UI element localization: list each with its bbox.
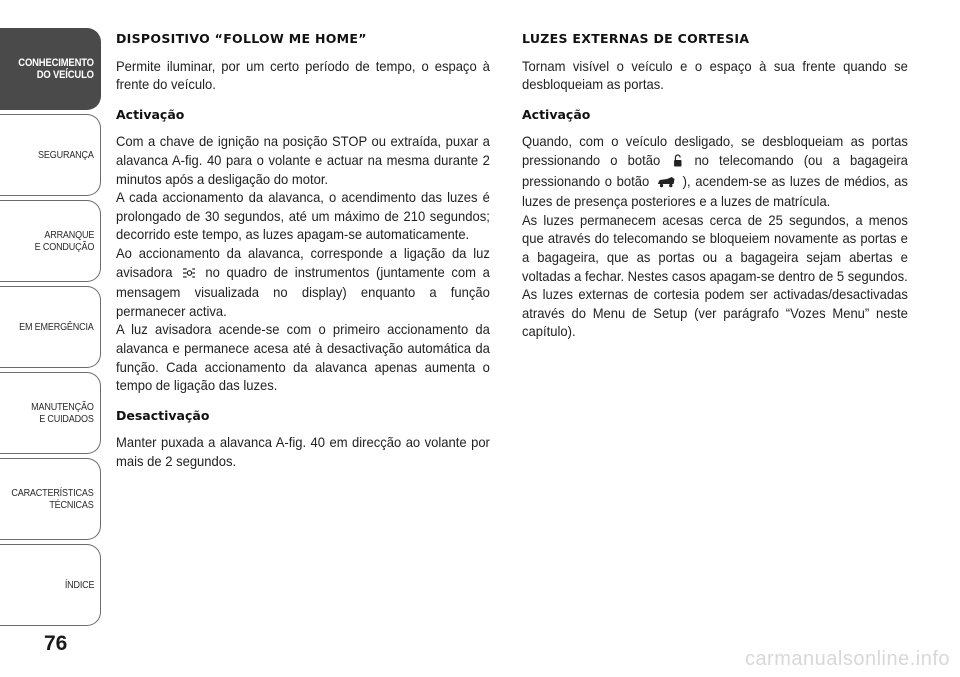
- paragraph: Tornam visível o veículo e o espaço à sua frente quando se desbloqueiam as portas.: [522, 57, 908, 93]
- paragraph: A cada accionamento da alavanca, o acendimento das luzes é prolongado de 30 segundos, até um máximo de 210 segundos; decorrido este tempo, as luzes apagam-se automaticamente.: [116, 189, 490, 243]
- watermark: carmanualsonline.info: [744, 648, 950, 670]
- left-column: [116, 30, 490, 470]
- padlock-unlock-icon: [673, 153, 681, 172]
- tab-seguranca[interactable]: [0, 114, 101, 196]
- paragraph: A luz avisadora acende-se com o primeiro accionamento da alavanca e permanece acesa até à desactivação automática da função. Cada accionamento da alavanca apenas aumenta o tempo de ligação das luzes.: [116, 321, 490, 394]
- tab-label: ARRANQUE E CONDUÇÃO: [34, 229, 94, 253]
- paragraph: Permite iluminar, por um certo período de tempo, o espaço à frente do veículo.: [116, 57, 490, 93]
- text-fragment: no quadro de instrumentos (juntamente com a mensagem visualizada no display) enquanto a função permanecer activa.: [116, 263, 490, 319]
- paragraph: Com a chave de ignição na posição STOP ou extraída, puxar a alavanca A-fig. 40 para o volante e actuar na mesma durante 2 minutos após a desligação do motor.: [116, 133, 490, 187]
- tab-em-emergencia[interactable]: [0, 286, 101, 368]
- subheading-deactivation: Desactivação: [116, 407, 210, 423]
- tab-arranque-e-conducao[interactable]: [0, 200, 101, 282]
- tab-label: SEGURANÇA: [38, 149, 94, 161]
- paragraph-with-icon: [116, 244, 490, 320]
- tab-label: ÍNDICE: [64, 579, 94, 591]
- tab-label: EM EMERGÊNCIA: [19, 321, 94, 333]
- tab-indice[interactable]: [0, 544, 101, 626]
- tab-label: CARACTERÍSTICAS TÉCNICAS: [11, 487, 94, 511]
- tab-caracteristicas-tecnicas[interactable]: [0, 458, 101, 540]
- text-fragment: Ao accionamento da alavanca, corresponde a ligação da luz avisadora: [116, 244, 490, 280]
- tab-label: CONHECIMENTO DO VEÍCULO: [18, 57, 94, 81]
- paragraph-with-icons: [522, 132, 908, 210]
- section-title-courtesy-lights: LUZES EXTERNAS DE CORTESIA: [522, 31, 750, 46]
- tab-conhecimento-do-veiculo[interactable]: [0, 28, 101, 110]
- page-number: 76: [44, 632, 68, 655]
- car-trunk-icon: [657, 174, 676, 193]
- section-title-follow-me-home: DISPOSITIVO “FOLLOW ME HOME”: [116, 31, 367, 46]
- subheading-activation: Activação: [116, 106, 185, 122]
- text-fragment: ), acendem-se as luzes de médios, as luzes de presença posteriores e a luzes de matrícula.: [522, 172, 908, 210]
- subheading-activation: Activação: [522, 106, 591, 122]
- paragraph: As luzes permanecem acesas cerca de 25 segundos, a menos que através do telecomando se bloqueiem novamente as portas e a bagageira, que as portas ou a bagageira sejam abertas e voltadas a fechar. Nestes casos apagam-se dentro de 5 segundos.: [522, 211, 908, 284]
- text-fragment: Quando, com o veículo desligado, se desbloqueiam as portas pressionando o botão: [522, 133, 908, 168]
- right-column: [522, 30, 908, 341]
- tab-label: MANUTENÇÃO E CUIDADOS: [31, 401, 94, 425]
- tab-manutencao-e-cuidados[interactable]: [0, 372, 101, 454]
- paragraph: Manter puxada a alavanca A-fig. 40 em direcção ao volante por mais de 2 segundos.: [116, 434, 490, 469]
- paragraph: As luzes externas de cortesia podem ser activadas/desactivadas através do Menu de Setup (ver parágrafo “Vozes Menu” neste capítulo).: [522, 286, 908, 340]
- text-fragment: no telecomando (ou a bagageira pressionando o botão: [522, 151, 908, 189]
- follow-me-home-icon: [182, 265, 196, 284]
